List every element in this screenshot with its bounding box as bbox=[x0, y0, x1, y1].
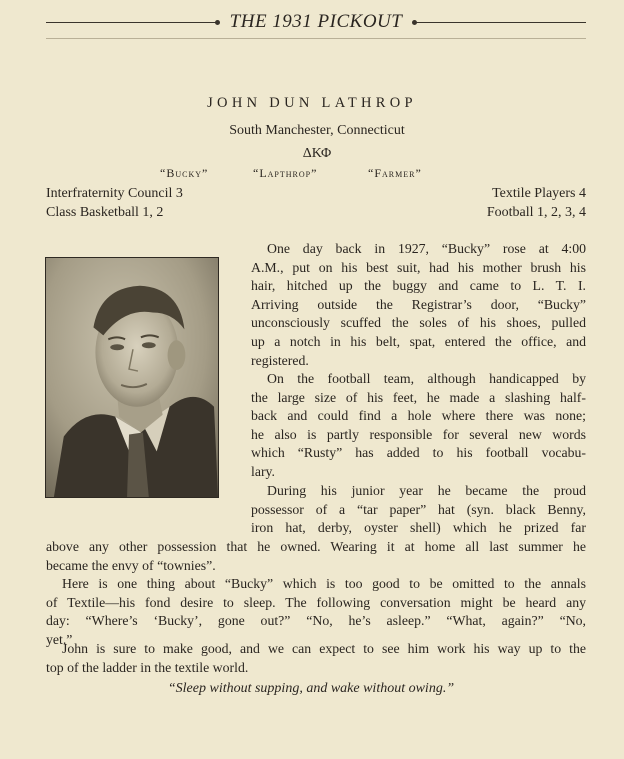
text-line: hair, hitched up the buggy and came to L. T. I. bbox=[251, 278, 586, 294]
activity-right: Football 1, 2, 3, 4 bbox=[486, 205, 586, 220]
bio-paragraph bbox=[251, 240, 586, 370]
header-rule-left bbox=[46, 22, 218, 23]
student-name: JOHN DUN LATHROP bbox=[207, 95, 417, 111]
text-line: top of the ladder in the textile world. bbox=[46, 659, 249, 675]
page-title: THE 1931 PICKOUT bbox=[229, 11, 403, 32]
fraternity-letters: ΔΚΦ bbox=[302, 146, 332, 161]
text-line: up a notch in his belt, spat, entered the office, and bbox=[251, 333, 586, 349]
student-hometown: South Manchester, Connecticut bbox=[229, 123, 405, 138]
text-line: unconsciously scuffed the soles of his shoes, pulled bbox=[251, 315, 586, 331]
student-portrait bbox=[45, 257, 219, 498]
text-line: registered. bbox=[251, 352, 309, 368]
text-line: Here is one thing about “Bucky” which is too good to be omitted to the annals bbox=[62, 576, 586, 591]
activity-left: Interfraternity Council 3 bbox=[46, 186, 183, 201]
text-line: yet.” bbox=[46, 631, 73, 647]
text-line: of Textile—his fond desire to sleep. The following conversation might be heard any bbox=[46, 594, 586, 610]
nickname: “Lapthrop” bbox=[253, 166, 318, 180]
text-line: During his junior year he became the proud bbox=[267, 483, 586, 498]
text-line: A.M., put on his best suit, had his mother brush his bbox=[251, 259, 586, 275]
text-line: became the envy of “townies”. bbox=[46, 557, 216, 573]
header-divider bbox=[46, 38, 586, 39]
bio-paragraph bbox=[46, 575, 586, 649]
page-header bbox=[46, 9, 586, 35]
text-line: above any other possession that he owned. Wearing it at home all last summer he bbox=[46, 539, 586, 554]
text-line: back and could find a hole where there was none; bbox=[251, 408, 586, 424]
text-line: he also is partly responsible for several new words bbox=[251, 426, 586, 442]
nickname: “Bucky” bbox=[160, 166, 209, 180]
text-line: which “Rusty” has added to his football vocabu- bbox=[251, 445, 586, 461]
activity-right: Textile Players 4 bbox=[492, 186, 586, 201]
text-line: Arriving outside the Registrar’s door, “Bucky” bbox=[251, 296, 586, 312]
header-rule-right bbox=[414, 22, 586, 23]
student-motto: “Sleep without supping, and wake without owing.” bbox=[167, 681, 455, 696]
activity-left: Class Basketball 1, 2 bbox=[46, 205, 164, 220]
bio-paragraph bbox=[251, 370, 586, 482]
portrait-image bbox=[46, 258, 218, 497]
text-line: On the football team, although handicapped by bbox=[267, 371, 586, 386]
text-line: iron hat, derby, oyster shell) which he prized far bbox=[251, 520, 586, 536]
nickname: “Farmer” bbox=[368, 166, 422, 180]
text-line: lary. bbox=[251, 463, 276, 479]
text-line: day: “Where’s ‘Bucky’, gone out?” “No, he’s asleep.” “What, again?” “No, bbox=[46, 613, 586, 629]
bio-paragraph bbox=[46, 640, 586, 677]
text-line: the large size of his feet, he made a slashing half- bbox=[251, 389, 586, 405]
text-line: One day back in 1927, “Bucky” rose at 4:00 bbox=[267, 241, 586, 256]
bio-paragraph bbox=[251, 482, 586, 538]
text-line: possessor of a “tar paper” hat (syn. black Benny, bbox=[251, 501, 586, 517]
text-line: John is sure to make good, and we can expect to see him work his way up to the bbox=[62, 641, 586, 656]
bio-paragraph-continued bbox=[46, 538, 586, 575]
